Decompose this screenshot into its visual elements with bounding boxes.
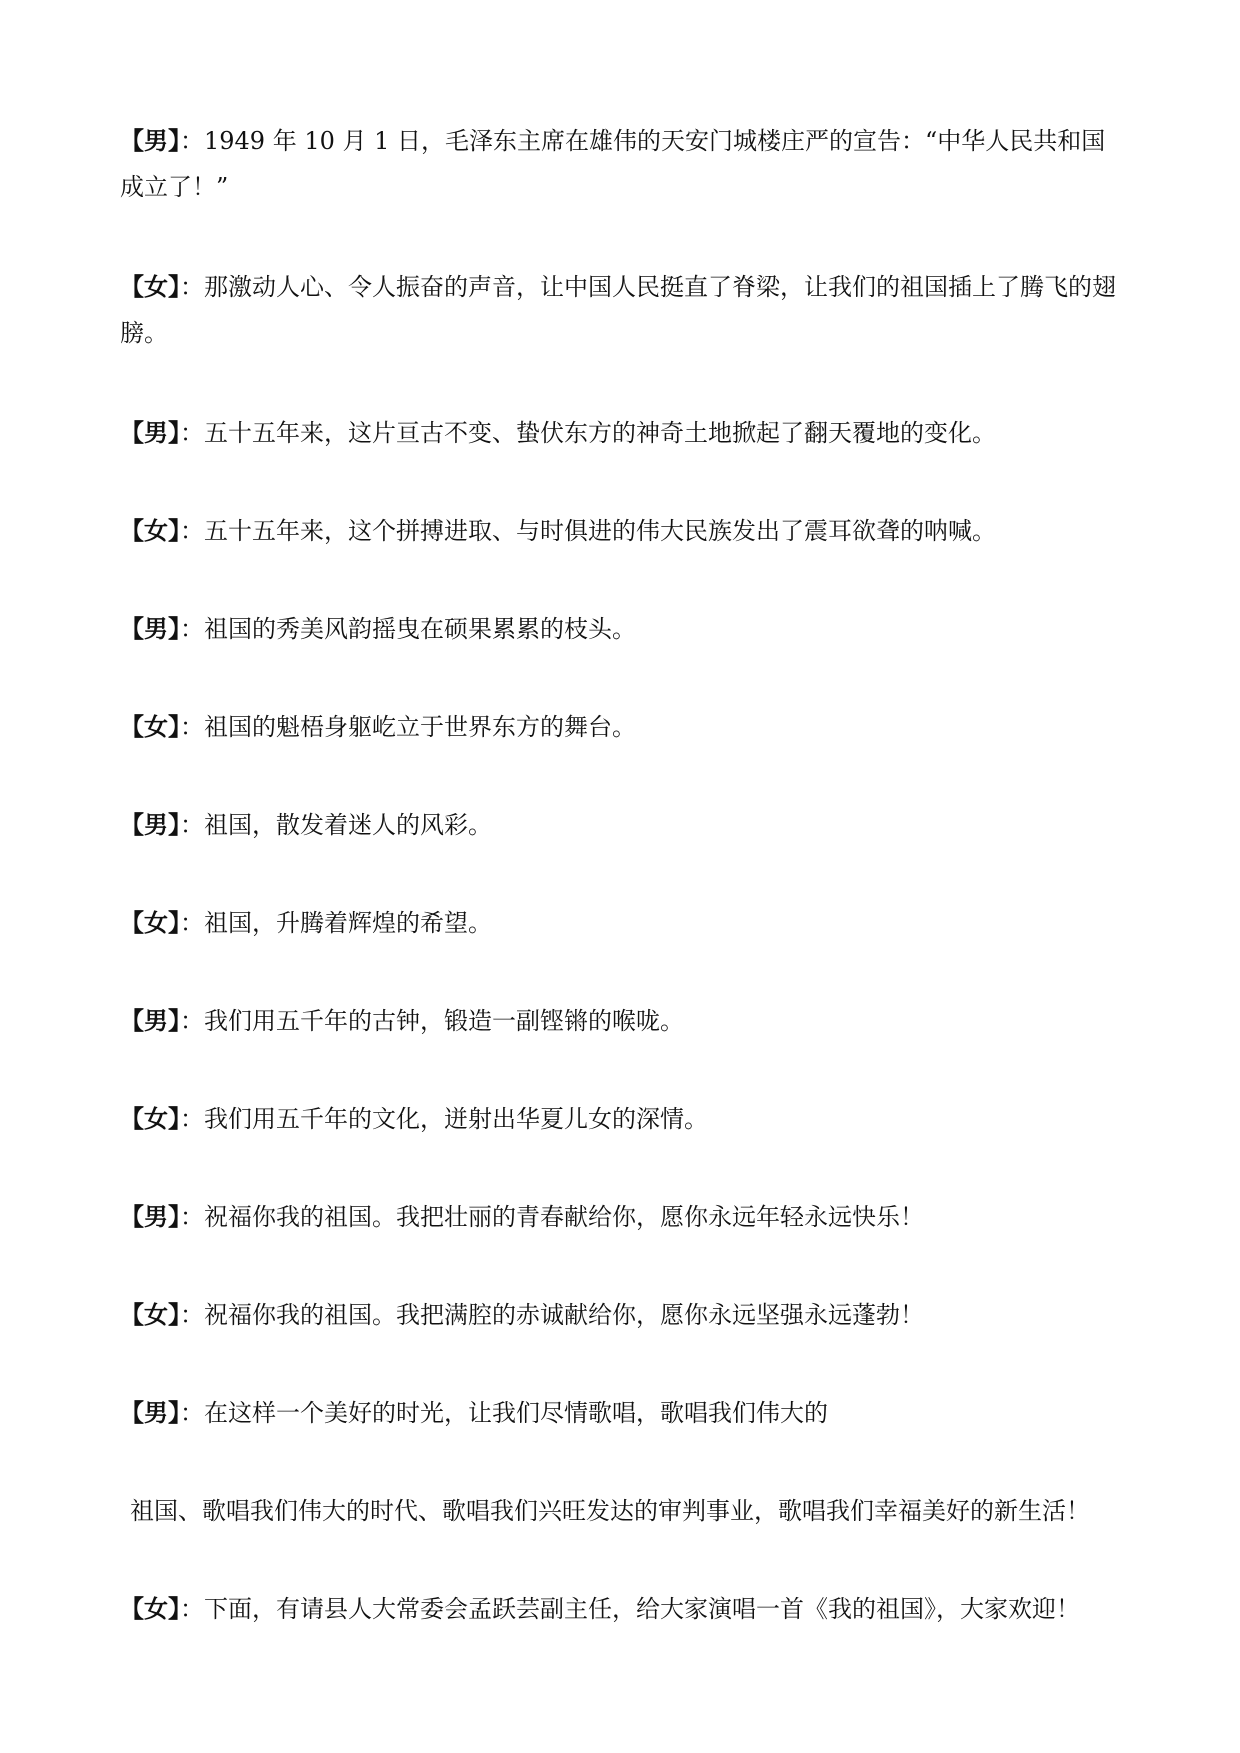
script-line <box>120 1586 1120 1632</box>
speaker-label: 【男】 <box>120 614 180 643</box>
line-text: ：祖国的魁梧身躯屹立于世界东方的舞台。 <box>180 713 636 741</box>
script-line <box>120 264 1120 356</box>
speaker-label: 【男】 <box>120 1006 180 1035</box>
script-line <box>120 118 1120 210</box>
script-line <box>120 900 1120 946</box>
script-line <box>120 1096 1120 1142</box>
line-text: ：五十五年来，这个拼搏进取、与时俱进的伟大民族发出了震耳欲聋的呐喊。 <box>180 517 996 545</box>
line-text: ：我们用五千年的文化，迸射出华夏儿女的深情。 <box>180 1105 708 1133</box>
speaker-label: 【男】 <box>120 810 180 839</box>
speaker-label: 【男】 <box>120 126 180 155</box>
script-line <box>120 802 1120 848</box>
speaker-label: 【男】 <box>120 1398 180 1427</box>
script-line-continuation <box>130 1488 1130 1534</box>
speaker-label: 【女】 <box>120 1594 180 1623</box>
script-line <box>120 1292 1120 1338</box>
line-text: ：祖国的秀美风韵摇曳在硕果累累的枝头。 <box>180 615 636 643</box>
script-line <box>120 508 1120 554</box>
speaker-label: 【女】 <box>120 908 180 937</box>
line-text: ：祖国，散发着迷人的风彩。 <box>180 811 492 839</box>
line-text: ：那激动人心、令人振奋的声音，让中国人民挺直了脊梁，让我们的祖国插上了腾飞的翅膀。 <box>120 273 1116 347</box>
speaker-label: 【女】 <box>120 712 180 741</box>
script-line <box>120 606 1120 652</box>
script-line <box>120 410 1120 456</box>
line-text: ：1949 年 10 月 1 日，毛泽东主席在雄伟的天安门城楼庄严的宣告：“中华人民共和国成立了！” <box>120 127 1106 201</box>
speaker-label: 【女】 <box>120 516 180 545</box>
script-line <box>120 1390 1120 1436</box>
speaker-label: 【女】 <box>120 1300 180 1329</box>
line-text: ：下面，有请县人大常委会孟跃芸副主任，给大家演唱一首《我的祖国》，大家欢迎！ <box>180 1595 1080 1623</box>
speaker-label: 【女】 <box>120 272 180 301</box>
script-line <box>120 704 1120 750</box>
speaker-label: 【男】 <box>120 1202 180 1231</box>
line-text: ：五十五年来，这片亘古不变、蛰伏东方的神奇土地掀起了翻天覆地的变化。 <box>180 419 996 447</box>
line-text: ：祝福你我的祖国。我把满腔的赤诚献给你，愿你永远坚强永远蓬勃！ <box>180 1301 924 1329</box>
line-text: ：我们用五千年的古钟，锻造一副铿锵的喉咙。 <box>180 1007 684 1035</box>
script-line <box>120 1194 1120 1240</box>
speaker-label: 【女】 <box>120 1104 180 1133</box>
speaker-label: 【男】 <box>120 418 180 447</box>
line-text: 祖国、歌唱我们伟大的时代、歌唱我们兴旺发达的审判事业，歌唱我们幸福美好的新生活！ <box>130 1497 1090 1525</box>
line-text: ：祝福你我的祖国。我把壮丽的青春献给你，愿你永远年轻永远快乐！ <box>180 1203 924 1231</box>
script-line <box>120 998 1120 1044</box>
line-text: ：祖国，升腾着辉煌的希望。 <box>180 909 492 937</box>
line-text: ：在这样一个美好的时光，让我们尽情歌唱，歌唱我们伟大的 <box>180 1399 828 1427</box>
